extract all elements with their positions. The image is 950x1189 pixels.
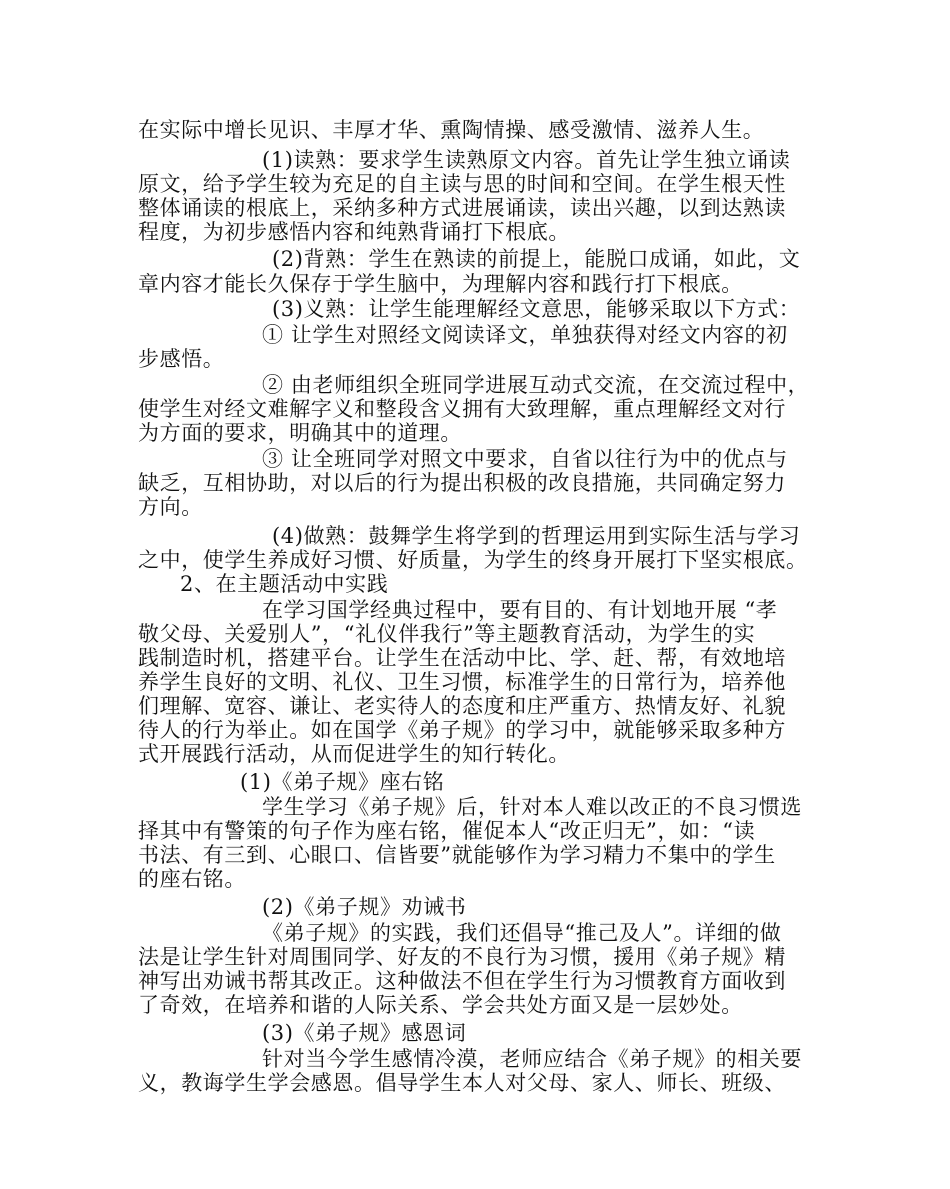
text-line: 在学习国学经典过程中，要有目的、有计划地开展 “孝 — [262, 598, 778, 622]
text-line: 章内容才能长久保存于学生脑中，为理解内容和践行打下根底。 — [138, 272, 743, 296]
text-line: 敬父母、关爱别人”，“礼仪伴我行”等主题教育活动，为学生的实 — [138, 622, 756, 646]
text-line: 在实际中增长见识、丰厚才华、熏陶情操、感受激情、滋养人生。 — [138, 118, 765, 142]
text-line: 们理解、宽容、谦让、老实待人的态度和庄严重方、热情友好、礼貌 — [138, 694, 786, 718]
text-line: (2)背熟：学生在熟读的前提上，能脱口成诵，如此，文 — [272, 247, 801, 271]
text-line: 了奇效，在培养和谐的人际关系、学会共处方面又是一层妙处。 — [138, 993, 743, 1017]
text-line: (4)做熟：鼓舞学生将学到的哲理运用到实际生活与学习 — [272, 524, 801, 548]
text-line: (3)义熟：让学生能理解经文意思，能够采取以下方式： — [272, 297, 801, 321]
text-line: 整体诵读的根底上，采纳多种方式进展诵读，读出兴趣，以到达熟读 — [138, 196, 786, 220]
text-line: 学生学习《弟子规》后，针对本人难以改正的不良习惯选 — [262, 795, 802, 819]
text-line: ③ 让全班同学对照文中要求，自省以往行为中的优点与 — [262, 447, 788, 471]
text-line: 的座右铭。 — [138, 867, 246, 891]
text-line: 《弟子规》的实践，我们还倡导“推己及人”。详细的做 — [262, 921, 782, 945]
text-line: 神写出劝诫书帮其改正。这种做法不但在学生行为习惯教育方面收到 — [138, 969, 786, 993]
text-line: 使学生对经文难解字义和整段含义拥有大致理解，重点理解经文对行 — [138, 397, 786, 421]
subsection-heading: (1)《弟子规》座右铭 — [240, 770, 445, 794]
text-line: (1)读熟：要求学生读熟原文内容。首先让学生独立诵读 — [262, 148, 791, 172]
text-line: 程度，为初步感悟内容和纯熟背诵打下根底。 — [138, 220, 570, 244]
text-line: ① 让学生对照经文阅读译文，单独获得对经文内容的初 — [262, 323, 788, 347]
text-line: 践制造时机，搭建平台。让学生在活动中比、学、赶、帮，有效地培 — [138, 646, 786, 670]
text-line: 步感悟。 — [138, 347, 225, 371]
text-line: 择其中有警策的句子作为座右铭，催促本人“改正归无”，如：“读 — [138, 819, 756, 843]
text-line: 义，教诲学生学会感恩。倡导学生本人对父母、家人、师长、班级、 — [138, 1071, 786, 1095]
text-line: ② 由老师组织全班同学进展互动式交流，在交流过程中， — [262, 373, 810, 397]
text-line: 养学生良好的文明、礼仪、卫生习惯，标准学生的日常行为，培养他 — [138, 670, 786, 694]
text-line: 针对当今学生感情冷漠，老师应结合《弟子规》的相关要 — [262, 1047, 802, 1071]
text-line: 书法、有三到、心眼口、信皆要”就能够作为学习精力不集中的学生 — [138, 843, 776, 867]
text-line: 式开展践行活动，从而促进学生的知行转化。 — [138, 742, 570, 766]
text-line: 缺乏，互相协助，对以后的行为提出积极的改良措施，共同确定努力 — [138, 471, 786, 495]
text-line: 方向。 — [138, 495, 203, 519]
text-line: 待人的行为举止。如在国学《弟子规》的学习中，就能够采取多种方 — [138, 718, 786, 742]
text-line: 之中，使学生养成好习惯、好质量，为学生的终身开展打下坚实根底。 — [138, 548, 808, 572]
subsection-heading: (2)《弟子规》劝诫书 — [262, 895, 467, 919]
text-line: 法是让学生针对周围同学、好友的不良行为习惯，援用《弟子规》精 — [138, 945, 786, 969]
section-heading: 2、在主题活动中实践 — [180, 572, 389, 596]
subsection-heading: (3)《弟子规》感恩词 — [262, 1021, 467, 1045]
text-line: 为方面的要求，明确其中的道理。 — [138, 421, 462, 445]
text-line: 原文，给予学生较为充足的自主读与思的时间和空间。在学生根天性 — [138, 172, 786, 196]
